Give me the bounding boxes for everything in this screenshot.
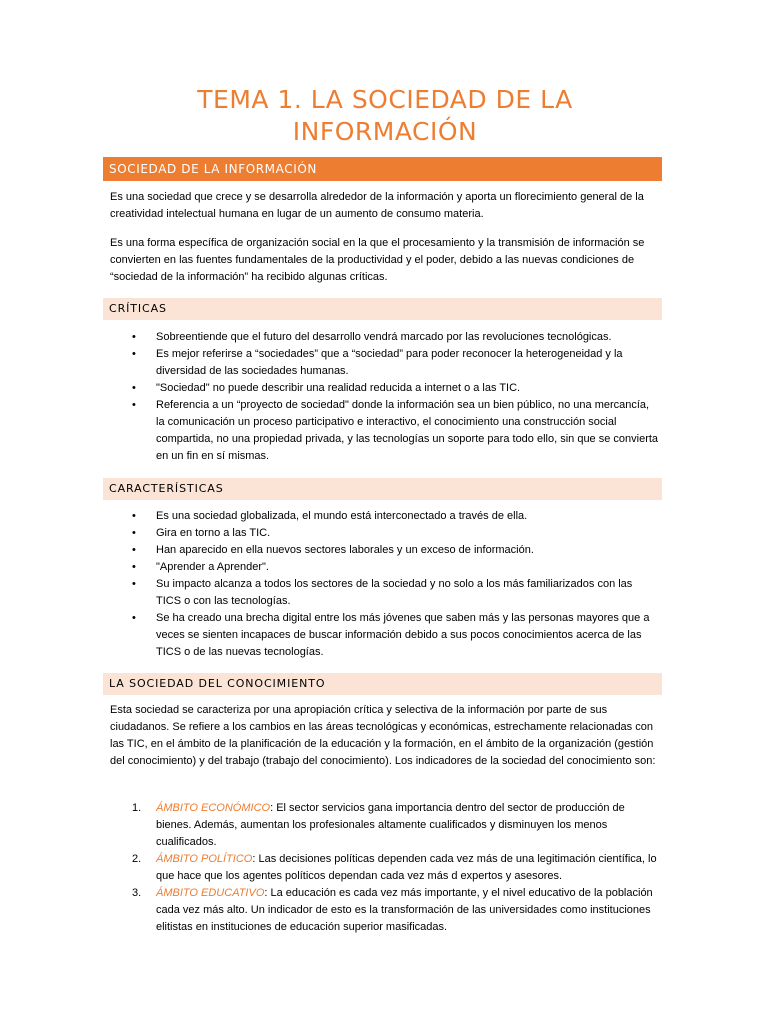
list-number: 1. [132,802,142,814]
subheading-criticas: CRÍTICAS [103,298,662,320]
ambito-term: ÁMBITO POLÍTICO [156,853,253,865]
list-item: • Se ha creado una brecha digital entre los más jóvenes que saben más y las personas mayores que a veces se sienten incapaces de buscar información debido a sus pocos conocimientos acerca de las TICS o de las nuevas tecnologías. [132,612,650,658]
list-item: 3. ÁMBITO EDUCATIVO: La educación es cada vez más importante, y el nivel educativo de la población cada vez más alto. Un indicador de esto es la transformación de las universidades como instituciones elitistas en instituciones de educación superior masificadas. [132,887,653,933]
bullet-icon: • [132,527,136,539]
list-item: • Es una sociedad globalizada, el mundo está interconectado a través de ella. [110,508,660,525]
section-heading-sociedad-informacion: SOCIEDAD DE LA INFORMACIÓN [103,157,662,181]
list-item: 1. ÁMBITO ECONÓMICO: El sector servicios gana importancia dentro del sector de producción de bienes. Además, aumentan los profesionales altamente cualificados y disminuyen los menos cualificados. [132,802,625,848]
list-item: • Referencia a un “proyecto de sociedad" donde la información sea un bien público, no una mercancía, la comunicación un proceso participativo e interactivo, el conocimiento una construcción social compartida, no una propiedad privada, y las tecnologías un soporte para todo ello, sin que se convierta en un fin en sí mismas. [132,399,659,462]
list-item: • "Sociedad" no puede describir una realidad reducida a internet o a las TIC. [110,380,660,397]
bullet-icon: • [132,331,136,343]
bullet-icon: • [132,348,136,360]
list-item: • "Aprender a Aprender". [110,559,660,576]
bullet-icon: • [132,510,136,522]
list-item: • Gira en torno a las TIC. [110,525,660,542]
list-item: • Han aparecido en ella nuevos sectores laborales y un exceso de información. [110,542,660,559]
intro-paragraph-1: Es una sociedad que crece y se desarrolla alrededor de la información y aporta un florecimiento general de la creatividad intelectual humana en lugar de un aumento de consumo materia. [110,191,644,220]
subheading-caracteristicas: CARACTERÍSTICAS [103,478,662,500]
caracteristicas-list [110,508,660,661]
list-item: 2. ÁMBITO POLÍTICO: Las decisiones políticas dependen cada vez más de una legitimación científica, lo que hace que los agentes políticos dependan cada vez más d expertos y asesores. [132,853,657,882]
conocimiento-paragraph: Esta sociedad se caracteriza por una apropiación crítica y selectiva de la información por parte de sus ciudadanos. Se refiere a los cambios en las áreas tecnológicas y económicas, estrechamente relacionadas con las TIC, en el ámbito de la planificación de la educación y la formación, en el ámbito de la organización (gestión del conocimiento) y del trabajo (trabajo del conocimiento). Los indicadores de la sociedad del conocimiento son: [110,704,656,767]
bullet-icon: • [132,578,136,590]
bullet-icon: • [132,544,136,556]
list-item: • Su impacto alcanza a todos los sectores de la sociedad y no solo a los más familiarizados con las TICS o con las tecnologías. [132,578,633,607]
indicadores-list [110,800,660,936]
bullet-icon: • [132,382,136,394]
list-number: 2. [132,853,142,865]
subheading-sociedad-conocimiento: LA SOCIEDAD DEL CONOCIMIENTO [103,673,662,695]
bullet-icon: • [132,399,136,411]
list-item: • Es mejor referirse a “sociedades” que a “sociedad” para poder reconocer la heterogeneidad y la diversidad de las sociedades humanas. [132,348,623,377]
bullet-icon: • [132,561,136,573]
ambito-term: ÁMBITO ECONÓMICO [156,802,271,814]
criticas-list [110,329,660,465]
list-item: • Sobreentiende que el futuro del desarrollo vendrá marcado por las revoluciones tecnológicas. [110,329,660,346]
ambito-term: ÁMBITO EDUCATIVO [156,887,265,899]
bullet-icon: • [132,612,136,624]
intro-paragraph-2: Es una forma específica de organización social en la que el procesamiento y la transmisión de información se convierten en las fuentes fundamentales de la productividad y el poder, debido a las nuevas condiciones de “sociedad de la información” ha recibido algunas críticas. [110,237,645,283]
list-number: 3. [132,887,142,899]
page-title: TEMA 1. LA SOCIEDAD DE LA INFORMACIÓN [197,85,573,146]
